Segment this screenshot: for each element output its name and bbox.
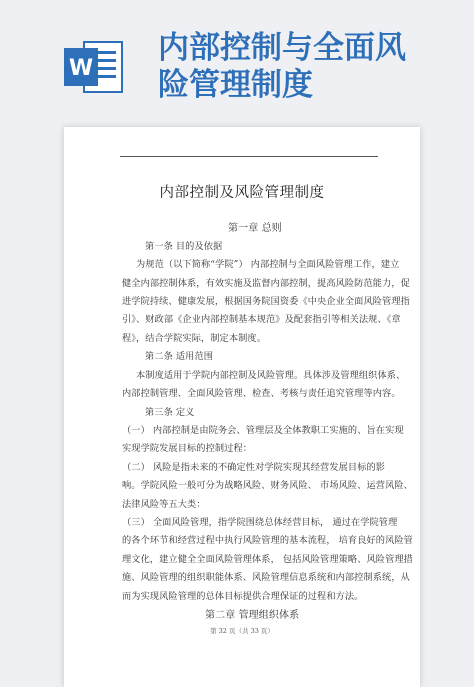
paragraph-line: （一） 内部控制是由院务会、管理层及全体教职工实施的、旨在实现 bbox=[122, 425, 404, 436]
banner-title-line2: 险管理制度 bbox=[158, 67, 313, 103]
word-document-icon bbox=[62, 34, 126, 98]
article-heading: 第三条 定义 bbox=[145, 407, 195, 418]
header-rule bbox=[120, 156, 378, 157]
paragraph-line: 程》，结合学院实际，制定本制度。 bbox=[122, 333, 266, 344]
paragraph-line: 引》、财政部《企业内部控制基本规范》及配套指引等相关法规、《章 bbox=[122, 314, 401, 325]
paragraph-line: 进学院持续、健康发展，根据国务院国资委《中央企业全面风险管理指 bbox=[122, 296, 410, 307]
paragraph-line: 理文化，建立健全全面风险管理体系， 包括风险管理策略、风险管理措 bbox=[122, 554, 413, 565]
paragraph-line: 健全内部控制体系，有效实施及监督内部控制，提高风险防范能力，促 bbox=[122, 278, 410, 289]
banner-title bbox=[158, 30, 458, 104]
paragraph-line: （二） 风险是指未来的不确定性对学院实现其经营发展目标的影 bbox=[122, 462, 386, 473]
banner-title-line1: 内部控制与全面风 bbox=[158, 30, 406, 66]
chapter-heading: 第二章 管理组织体系 bbox=[205, 610, 300, 621]
svg-text:W: W bbox=[68, 56, 94, 81]
paragraph-line: 实现学院发展目标的控制过程： bbox=[122, 443, 253, 454]
article-heading: 第二条 适用范围 bbox=[145, 351, 214, 362]
paragraph-line: 的各个环节和经营过程中执行风险管理的基本流程， 培育良好的风险管 bbox=[122, 535, 413, 546]
article-heading: 第一条 目的及依据 bbox=[145, 241, 223, 252]
paragraph-line: 施、风险管理的组织职能体系、风险管理信息系统和内部控制系统，从 bbox=[122, 572, 410, 583]
paragraph-line: （三） 全面风险管理，指学院围绕总体经营目标， 通过在学院管理 bbox=[122, 517, 398, 528]
paragraph-line: 法律风险等五大类： bbox=[122, 499, 206, 510]
paragraph-line: 响。学院风险一般可分为战略风险、财务风险、 市场风险、运营风险、 bbox=[122, 480, 413, 491]
paragraph-line: 本制度适用于学院内部控制及风险管理。具体涉及管理组织体系、 bbox=[136, 370, 406, 381]
document-page bbox=[64, 127, 420, 687]
document-title: 内部控制及风险管理制度 bbox=[159, 185, 325, 201]
paragraph-line: 内部控制管理、全面风险管理、检查、考核与责任追究管理等内容。 bbox=[122, 388, 401, 399]
paragraph-line: 为规范（以下简称“学院”） 内部控制与全面风险管理工作，建立 bbox=[136, 259, 400, 270]
page-footer: 第 32 页（共 33 页） bbox=[210, 627, 274, 635]
paragraph-line: 而为实现风险管理的总体目标提供合理保证的过程和方法。 bbox=[122, 591, 364, 602]
chapter-heading: 第一章 总则 bbox=[228, 223, 282, 234]
